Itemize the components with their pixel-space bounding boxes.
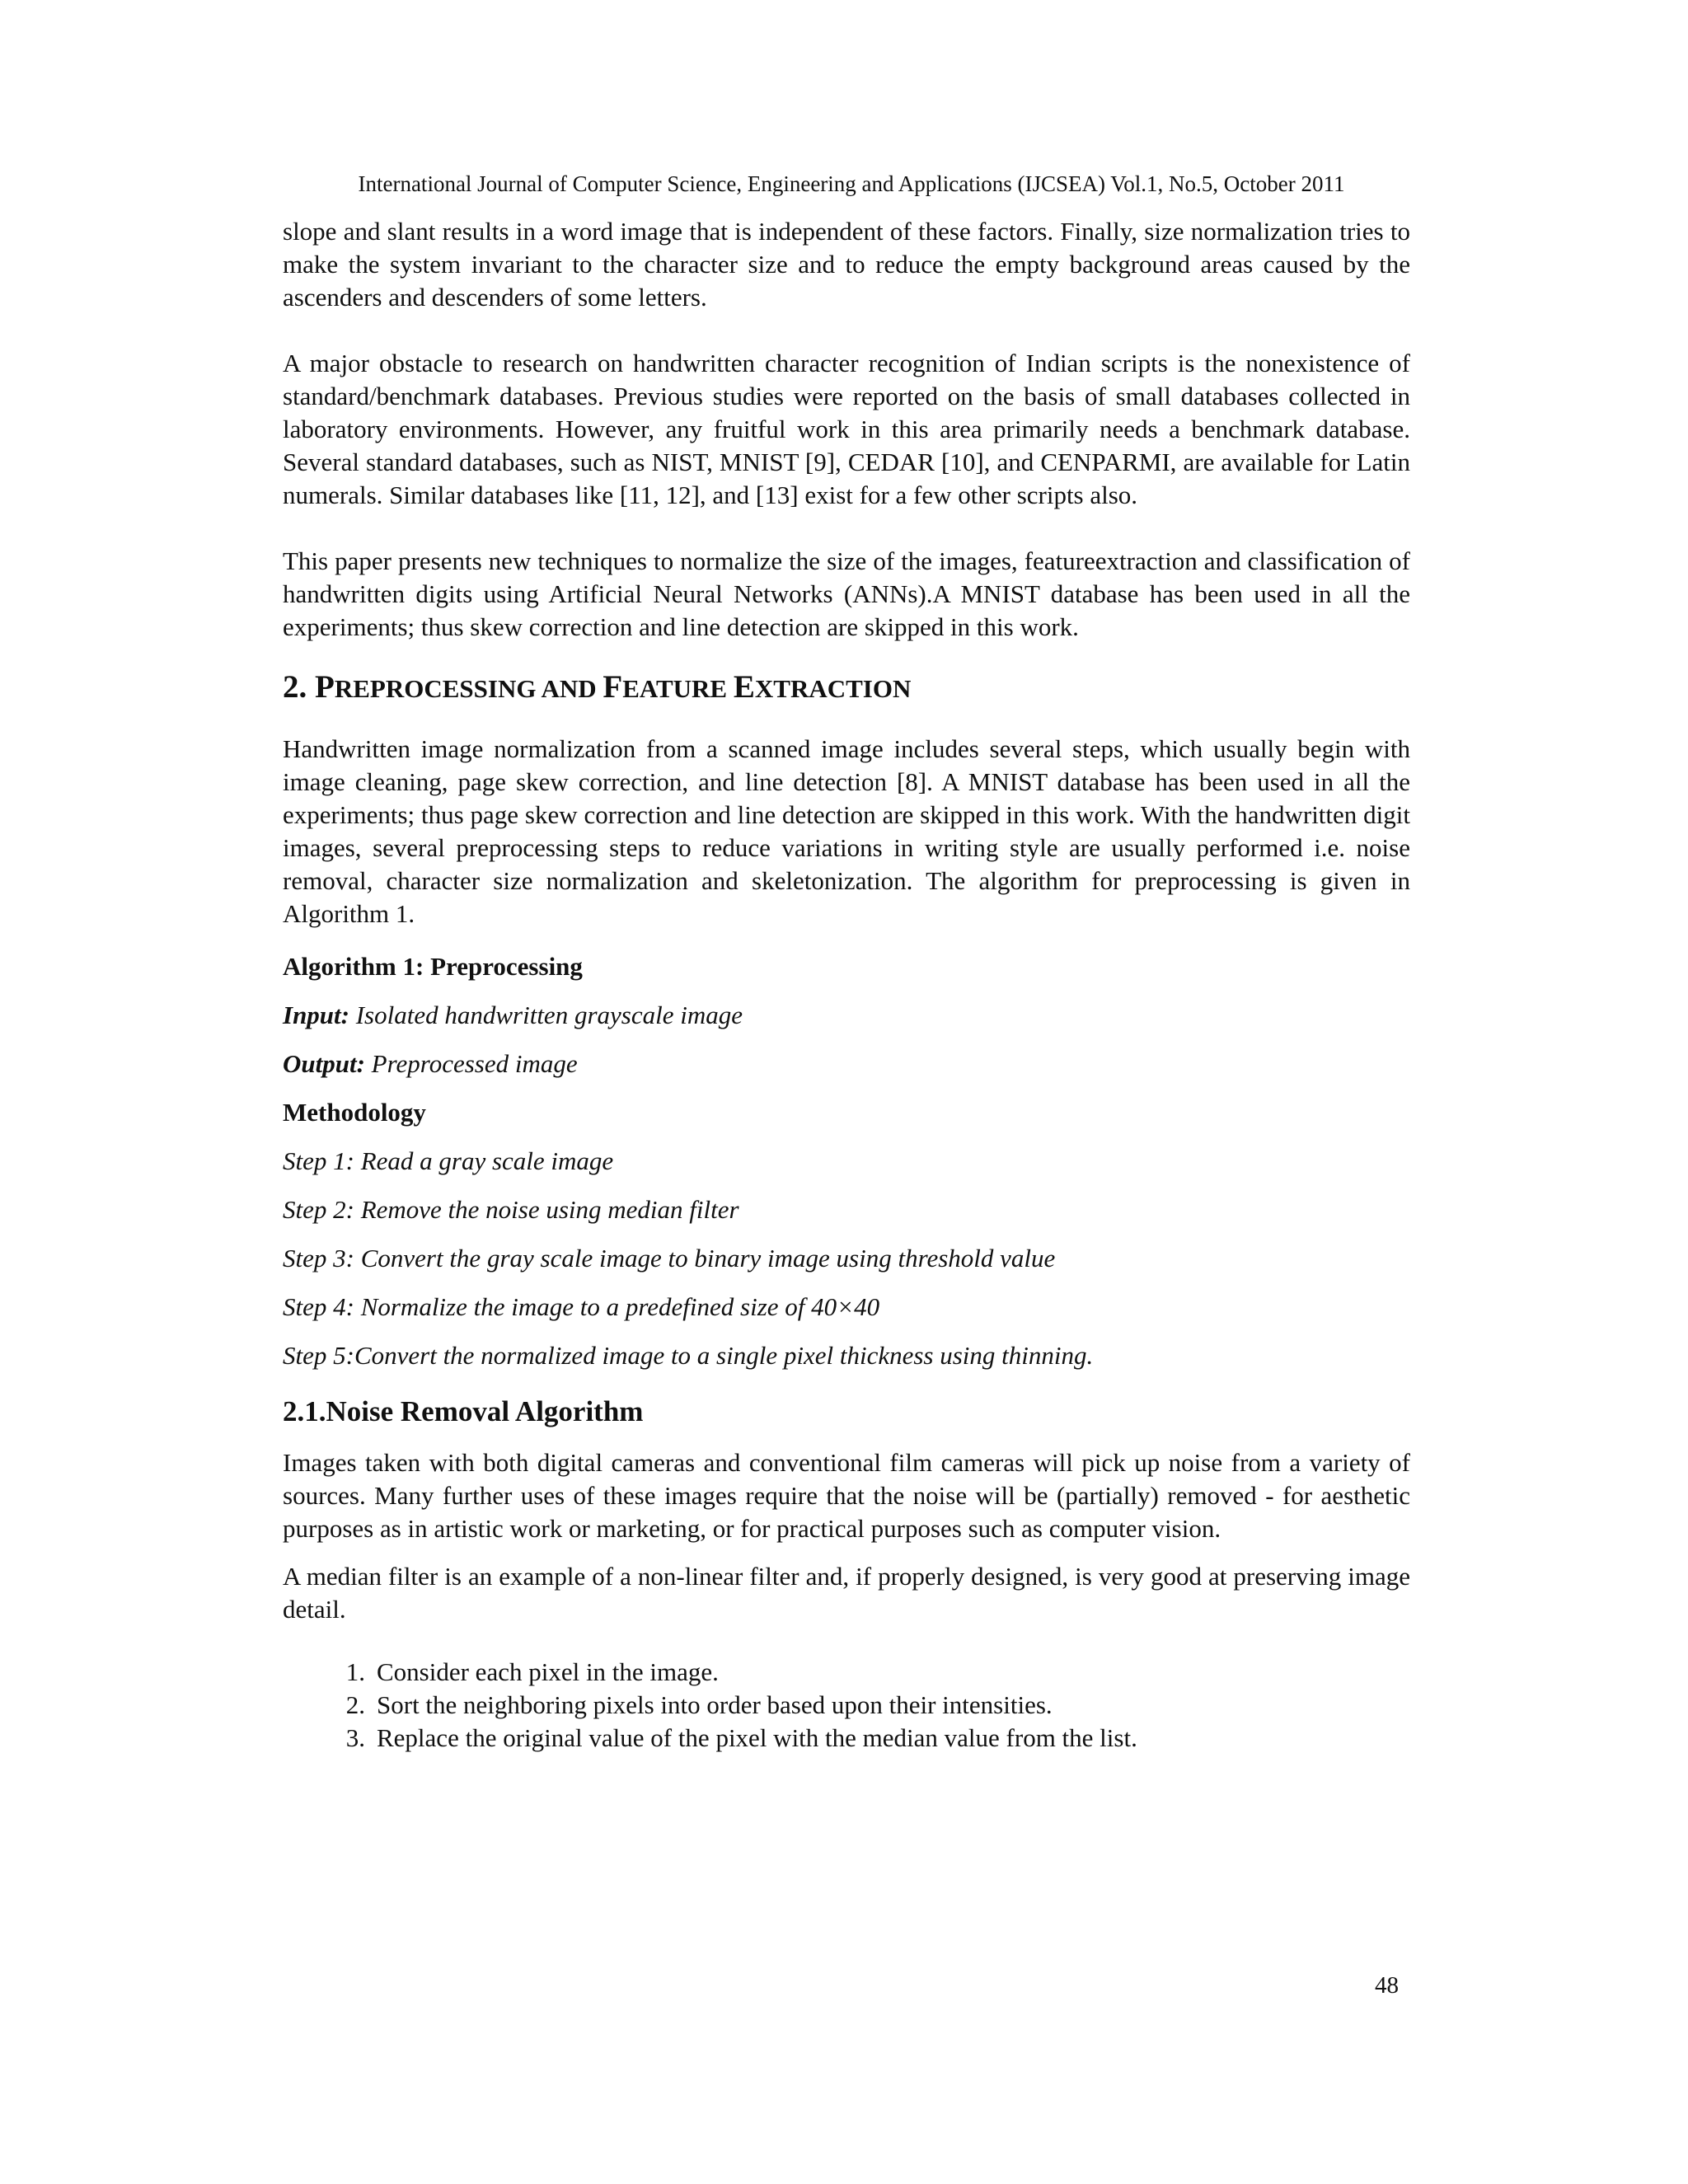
algorithm-input-label: Input: xyxy=(283,1001,349,1029)
paragraph-paper-presents: This paper presents new techniques to normalize the size of the images, featureextraction and classification of handwritten digits using Artificial Neural Networks (ANNs).A MNIST database has been used in all the experiments; thus skew correction and line detection are skipped in this work. xyxy=(283,546,1410,641)
algorithm-step: Step 2: Remove the noise using median filter xyxy=(283,1195,739,1224)
running-header: International Journal of Computer Science, Engineering and Applications (IJCSEA) Vol.1, No.5, October 2011 xyxy=(358,171,1345,196)
algorithm-output-label: Output: xyxy=(283,1049,365,1078)
algorithm-step: Step 5:Convert the normalized image to a single pixel thickness using thinning. xyxy=(283,1341,1094,1370)
list-item-number: 2. xyxy=(345,1690,365,1719)
list-item-number: 3. xyxy=(345,1723,365,1752)
section-title-reprocessing: REPROCESSING AND xyxy=(334,674,603,703)
algorithm-output xyxy=(283,1047,1410,1080)
list-item xyxy=(283,1722,1410,1755)
paragraph-normalization: Handwritten image normalization from a scanned image includes several steps, which usually begin with image cleaning, page skew correction, and line detection [8]. A MNIST database has been used in all the experiments; thus page skew correction and line detection are skipped in this work. With the handwritten digit images, several preprocessing steps to reduce variations in writing style are usually performed i.e. noise removal, character size normalization and skeletonization. The algorithm for preprocessing is given in Algorithm 1. xyxy=(283,734,1410,928)
algorithm-methodology: Methodology xyxy=(283,1098,426,1127)
list-item xyxy=(283,1689,1410,1722)
section-heading-preprocessing xyxy=(283,668,1410,708)
list-item xyxy=(283,1656,1410,1689)
algorithm-input xyxy=(283,999,1410,1032)
paragraph-obstacle: A major obstacle to research on handwritten character recognition of Indian scripts is the nonexistence of standard/benchmark databases. Previous studies were reported on the basis of small databases collected in laboratory environments. However, any fruitful work in this area primarily needs a benchmark database. Several standard databases, such as NIST, MNIST [9], CEDAR [10], and CENPARMI, are available for Latin numerals. Similar databases like [11, 12], and [13] exist for a few other scripts also. xyxy=(283,349,1410,509)
page-content xyxy=(283,171,1410,1755)
subsection-heading-noise-removal: 2.1.Noise Removal Algorithm xyxy=(283,1395,644,1427)
section-title-initial-e: E xyxy=(733,669,755,705)
median-filter-steps-list xyxy=(283,1656,1410,1755)
list-item-text: Sort the neighboring pixels into order based upon their intensities. xyxy=(377,1690,1053,1719)
section-number: 2. xyxy=(283,669,307,705)
algorithm-title: Algorithm 1: Preprocessing xyxy=(283,952,583,981)
section-title-eature: EATURE xyxy=(622,674,734,703)
paragraph-slope-slant: slope and slant results in a word image that is independent of these factors. Finally, size normalization tries to make the system invariant to the character size and to reduce the empty background areas caused by the ascenders and descenders of some letters. xyxy=(283,217,1410,312)
algorithm-step: Step 3: Convert the gray scale image to binary image using threshold value xyxy=(283,1244,1056,1272)
algorithm-step: Step 4: Normalize the image to a predefined size of 40×40 xyxy=(283,1292,880,1321)
list-item-text: Replace the original value of the pixel with the median value from the list. xyxy=(377,1723,1137,1752)
list-item-text: Consider each pixel in the image. xyxy=(377,1657,719,1686)
algorithm-input-text: Isolated handwritten grayscale image xyxy=(349,1001,743,1029)
section-title-initial-p: P xyxy=(315,669,335,705)
section-title-xtraction: XTRACTION xyxy=(754,674,912,703)
algorithm-output-text: Preprocessed image xyxy=(364,1049,578,1078)
page-number: 48 xyxy=(1375,1972,1399,1999)
algorithm-step: Step 1: Read a gray scale image xyxy=(283,1146,614,1175)
paragraph-median-filter: A median filter is an example of a non-linear filter and, if properly designed, is very good at preserving image detail. xyxy=(283,1562,1410,1624)
paragraph-images-noise: Images taken with both digital cameras and conventional film cameras will pick up noise from a variety of sources. Many further uses of these images require that the noise will be (partially) removed - for aesthetic purposes as in artistic work or marketing, or for practical purposes such as computer vision. xyxy=(283,1448,1410,1543)
section-title-initial-f: F xyxy=(603,669,623,705)
list-item-number: 1. xyxy=(345,1657,365,1686)
